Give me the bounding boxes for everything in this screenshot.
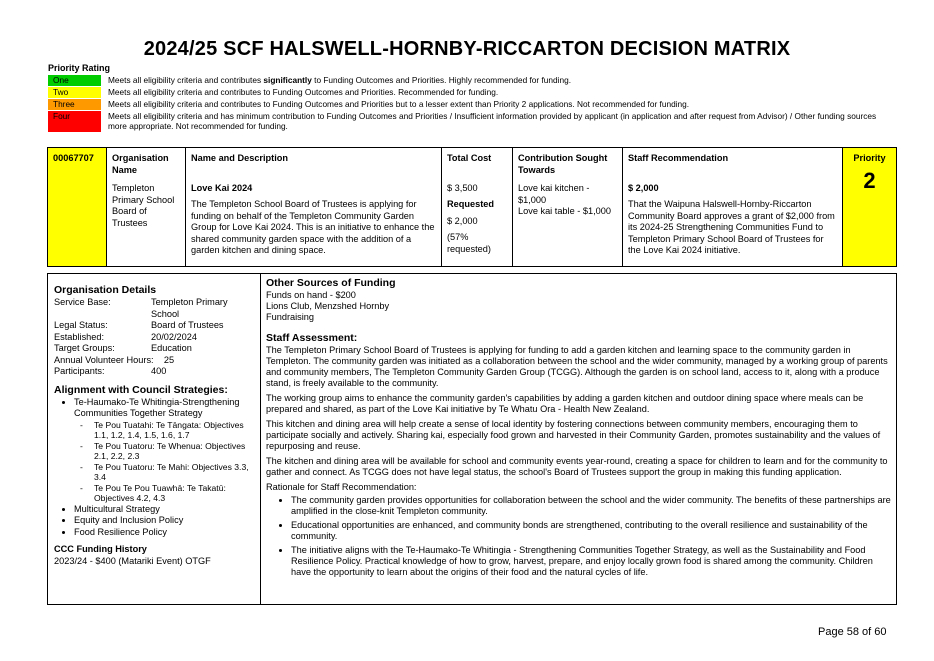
requested-percentage: (57% requested) xyxy=(447,232,491,254)
priority-text-four: Meets all eligibility criteria and has minimum contribution to Funding Outcomes and Priorities / Insufficient information provided by applicant (in application and after request from Advisor) / Other funding sources more appropriate. Not recommended for funding. xyxy=(108,111,877,131)
objective-item: - Te Pou Tuatahi: Te Tāngata: Objectives 1.1, 1.2, 1.4, 1.5, 1.6, 1.7 xyxy=(88,420,254,441)
requested-amount: $ 2,000 xyxy=(447,215,478,226)
project-description: The Templeton School Board of Trustees is applying for funding on behalf of the Templeton Community Garden Group for Love Kai 2024. This is an initiative to enhance the shared community garden space with the addition of a garden kitchen and dining space. xyxy=(191,199,435,255)
detail-established: Established: 20/02/2024 xyxy=(54,331,197,342)
rationale-item: • The community garden provides opportunities for collaboration between the school and the wider community. The benefits of these partnerships are amplified in the close-knit Templeton community. xyxy=(291,495,891,517)
priority-swatch-one: One xyxy=(48,75,101,86)
page-title: 2024/25 SCF HALSWELL-HORNBY-RICCARTON DECISION MATRIX xyxy=(143,38,791,60)
detail-participants: Participants: 400 xyxy=(54,366,167,376)
objective-item: - Te Pou Tuatoru: Te Mahi: Objectives 3.3, 3.4 xyxy=(88,462,254,483)
ccc-funding-history-text: 2023/24 - $400 (Matariki Event) OTGF xyxy=(54,555,211,566)
other-source-line: Fundraising xyxy=(266,312,315,322)
contribution-header: Contribution Sought Towards xyxy=(518,153,608,175)
priority-swatch-two: Two xyxy=(48,87,101,98)
organisation-name: Templeton Primary School Board of Trustees xyxy=(112,183,175,228)
name-description-cell xyxy=(186,148,442,266)
priority-header: Priority xyxy=(853,153,886,163)
application-id-cell xyxy=(48,148,107,266)
assessment-paragraph: The Templeton Primary School Board of Trustees is applying for funding to add a garden kitchen and learning space to the community garden in Templeton. The community garden was initiated as a collaboration between the school and the wider community, managed by a working group of parents and community members, The Templeton Community Garden Group (TCGG). Although the garden is on school land, access to it, along with a produce stand, is freely available to the community. xyxy=(266,345,888,388)
objective-item: - Te Pou Te Pou Tuawhā: Te Takatū: Objectives 4.2, 4.3 xyxy=(88,483,254,504)
other-source-line: Lions Club, Menzshed Hornby xyxy=(266,301,390,311)
priority-text-two: Meets all eligibility criteria and contributes to Funding Outcomes and Priorities. Recommended for funding. xyxy=(108,87,499,97)
project-name: Love Kai 2024 xyxy=(191,182,253,193)
total-cost-header: Total Cost xyxy=(447,153,492,163)
priority-cell xyxy=(843,148,896,266)
name-description-header: Name and Description xyxy=(191,153,289,163)
assessment-paragraph: The working group aims to enhance the community garden's capabilities by adding a garden kitchen and outdoor dining space where meals can be prepared and shared, as part of the Love Kai initiative by Te Whatu Ora - Health New Zealand. xyxy=(266,393,864,414)
other-source-line: Funds on hand - $200 xyxy=(266,290,356,300)
detail-service-base: Service Base: Templeton Primary School xyxy=(54,297,228,319)
recommended-amount: $ 2,000 xyxy=(628,182,659,193)
decision-table xyxy=(47,147,897,267)
assessment-paragraph: This kitchen and dining area will help create a sense of local identity by fostering connections between community members, encouraging them to participate socially and actively. Sharing kai, especially food grown and harvested in their Community Garden, promotes sustainability and the values of repurposing and reuse. xyxy=(266,419,881,451)
ccc-funding-history-heading: CCC Funding History xyxy=(54,544,147,554)
strategy-item: • Te-Haumako-Te Whitingia-Strengthening Communities Together Strategy - Te Pou Tuatahi: Te Tāngata: Objectives 1.1, 1.2, 1.4, 1.5, 1.6, 1.7 - Te Pou Tuatoru: Te Whenua: Objectives 2.1, 2.2, 2.3 - Te Pou Tuatoru: Te Mahi: Objectives 3.3, 3.4 - Te Pou Te Pou Tuawhā: Te Takatū: Objectives 4.2, 4.3 xyxy=(74,397,254,504)
staff-recommendation-header: Staff Recommendation xyxy=(628,153,729,163)
strategy-item: • Equity and Inclusion Policy xyxy=(74,515,254,527)
staff-recommendation-text: That the Waipuna Halswell-Hornby-Riccarton Community Board approves a grant of $2,000 from its 2024-25 Strengthening Communities Fund to Templeton Primary School Board of Trustees for the Love Kai 2024 initiative. xyxy=(628,199,835,255)
strategy-list xyxy=(54,397,254,539)
strategy-item: • Multicultural Strategy xyxy=(74,504,254,516)
organisation-name-header: Organisation Name xyxy=(112,153,169,175)
organisation-name-cell xyxy=(107,148,186,266)
rationale-item: • Educational opportunities are enhanced, and community bonds are strengthened, contributing to the overall resilience and sustainability of the community. xyxy=(291,520,891,542)
requested-label: Requested xyxy=(447,199,494,209)
strategy-item: • Food Resilience Policy xyxy=(74,527,254,539)
strategy-objectives-list xyxy=(74,420,254,504)
priority-text-three: Meets all eligibility criteria and contributes to Funding Outcomes and Priorities but to a lesser extent than Priority 2 applications. Not recommended for funding. xyxy=(108,99,690,109)
staff-assessment-heading: Staff Assessment: xyxy=(266,332,358,344)
priority-text-one: Meets all eligibility criteria and contributes significantly to Funding Outcomes and Priorities. Highly recommended for funding. xyxy=(108,75,572,85)
application-id: 00067707 xyxy=(53,153,94,163)
alignment-heading: Alignment with Council Strategies: xyxy=(54,383,228,396)
rationale-heading: Rationale for Staff Recommendation: xyxy=(266,482,417,492)
rationale-list xyxy=(266,495,891,578)
assessment-paragraph: The kitchen and dining area will be available for school and community events year-round, creating a space for children to learn and for the community to gather and connect. As TCGG does not have legal status, the school's Board of Trustees support the group in making this funding application. xyxy=(266,456,888,477)
priority-swatch-three: Three xyxy=(48,99,101,110)
total-cost-cell xyxy=(442,148,513,266)
priority-rating-heading: Priority Rating xyxy=(48,63,111,73)
organisation-details-panel xyxy=(48,274,261,604)
details-section xyxy=(47,273,897,605)
rationale-item: • The initiative aligns with the Te-Haumako-Te Whitingia - Strengthening Communities Together Strategy, as well as the Sustainability and Food Resilience Policy. Practical knowledge of how to grow, harvest, prepare, and enjoy locally grown food is shared among the community. Children have the opportunity to learn about the origins of their food and the natural cycles of life. xyxy=(291,545,891,578)
priority-swatch-four: Four xyxy=(48,111,101,132)
assessment-panel xyxy=(261,274,896,604)
organisation-details-heading: Organisation Details xyxy=(54,284,157,296)
contribution-items: Love kai kitchen - $1,000 Love kai table - $1,000 xyxy=(518,183,611,216)
objective-item: - Te Pou Tuatoru: Te Whenua: Objectives 2.1, 2.2, 2.3 xyxy=(88,441,254,462)
detail-volunteer-hours: Annual Volunteer Hours: 25 xyxy=(54,354,175,365)
total-cost-value: $ 3,500 xyxy=(447,182,478,193)
detail-legal-status: Legal Status: Board of Trustees xyxy=(54,320,224,330)
other-sources-heading: Other Sources of Funding xyxy=(266,277,396,289)
contribution-cell xyxy=(513,148,623,266)
detail-target-groups: Target Groups: Education xyxy=(54,343,192,353)
priority-value: 2 xyxy=(863,167,876,193)
staff-recommendation-cell xyxy=(623,148,843,266)
page-number: Page 58 of 60 xyxy=(818,626,887,638)
